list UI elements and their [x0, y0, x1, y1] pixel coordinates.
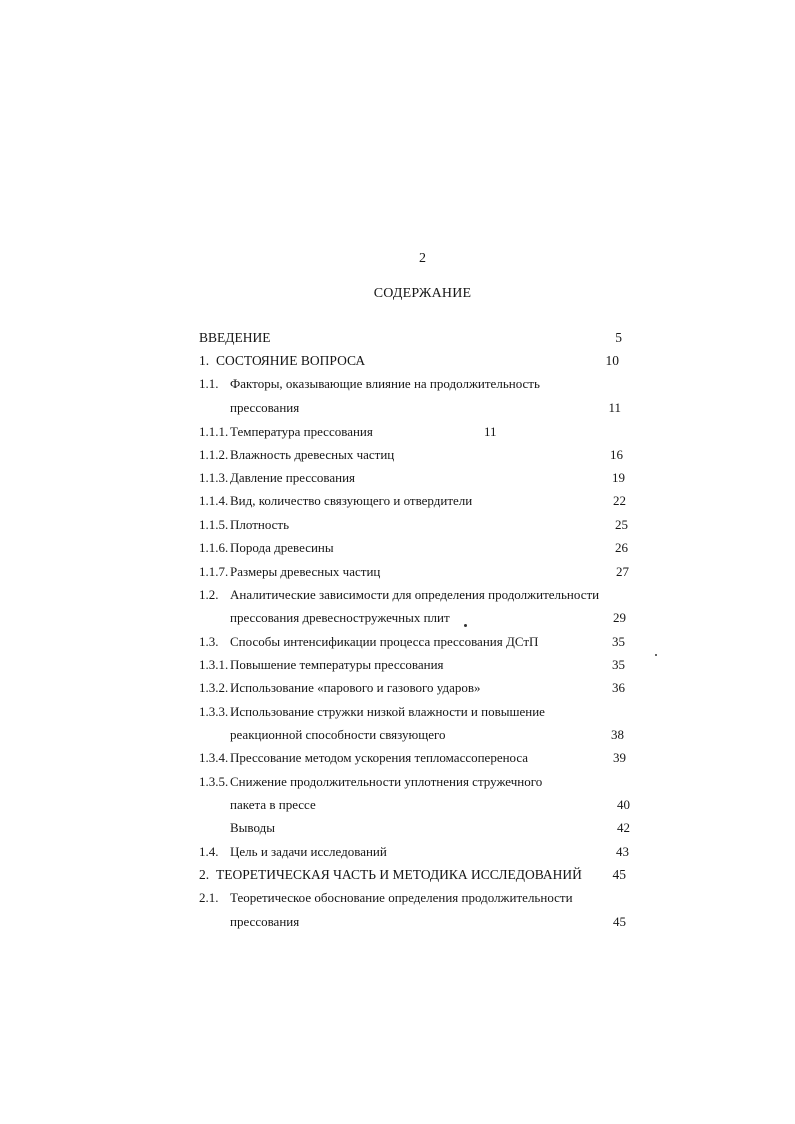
toc-entry-1-1-6 [0, 538, 795, 558]
toc-title: СОДЕРЖАНИЕ [373, 286, 472, 301]
toc-entry-page: 29 [613, 610, 626, 625]
toc-entry-1-1-1 [0, 422, 795, 442]
toc-entry-page: 43 [616, 844, 629, 859]
toc-entry-text: Снижение продолжительности уплотнения стружечного [230, 774, 543, 789]
toc-entry-text: Повышение температуры прессования [230, 657, 444, 672]
toc-entry-text: СОСТОЯНИЕ ВОПРОСА [216, 353, 366, 368]
toc-entry-number: 1.3.1. [199, 657, 229, 672]
toc-entry-page: 36 [612, 680, 625, 695]
toc-entry-1-1-cont [0, 398, 795, 418]
toc-entry-page: 40 [617, 797, 630, 812]
toc-entry-page: 35 [612, 657, 625, 672]
toc-entry-text: Размеры древесных частиц [230, 564, 381, 579]
toc-entry-page: 16 [610, 447, 623, 462]
toc-entry-page: 27 [616, 564, 629, 579]
toc-entry-number: 1.3.3. [199, 704, 229, 719]
toc-entry-text: Влажность древесных частиц [230, 447, 395, 462]
toc-entry-page: 26 [615, 540, 628, 555]
toc-entry-1-3-3 [0, 702, 795, 722]
toc-entry-text: Прессование методом ускорения тепломассопереноса [230, 750, 529, 765]
toc-entry-1-1-3 [0, 468, 795, 488]
toc-entry-text: Использование «парового и газового ударов» [230, 680, 481, 695]
toc-entry-page: 35 [612, 634, 625, 649]
toc-entry-text: прессования древесностружечных плит [230, 610, 450, 625]
toc-entry-1-3-2 [0, 678, 795, 698]
toc-entry-number: 1.1.1. [199, 424, 229, 439]
toc-entry-section-2 [0, 865, 795, 885]
toc-entry-page: 39 [613, 750, 626, 765]
toc-entry-number: 1.1. [199, 376, 219, 391]
toc-entry-1-3 [0, 632, 795, 652]
toc-entry-introduction [0, 328, 795, 348]
toc-entry-1-2 [0, 585, 795, 605]
toc-entry-section-1 [0, 351, 795, 371]
toc-entry-page: 45 [612, 867, 626, 882]
toc-entry-1-3-5 [0, 772, 795, 792]
toc-entry-text: Давление прессования [230, 470, 356, 485]
toc-entry-conclusions [0, 818, 795, 838]
toc-entry-text: Использование стружки низкой влажности и повышение [230, 704, 545, 719]
toc-entry-page: 10 [605, 353, 619, 368]
toc-entry-text: Способы интенсификации процесса прессования ДСтП [230, 634, 539, 649]
toc-entry-text: Аналитические зависимости для определения продолжительности [230, 587, 600, 602]
toc-entry-number: 1.1.7. [199, 564, 229, 579]
toc-entry-1-3-3-cont [0, 725, 795, 745]
toc-entry-text: реакционной способности связующего [230, 727, 446, 742]
toc-entry-number: 1.3. [199, 634, 219, 649]
toc-entry-page: 42 [617, 820, 630, 835]
toc-entry-page: 11 [608, 400, 621, 415]
toc-entry-text: Вид, количество связующего и отвердители [230, 493, 473, 508]
toc-entry-text: пакета в прессе [230, 797, 316, 812]
toc-entry-page: 11 [484, 424, 497, 439]
toc-entry-text: Факторы, оказывающие влияние на продолжительность [230, 376, 540, 391]
toc-entry-1-1-7 [0, 562, 795, 582]
toc-entry-number: 1.1.5. [199, 517, 229, 532]
toc-entry-number: 2. [199, 867, 210, 882]
toc-entry-1-3-4 [0, 748, 795, 768]
toc-entry-page: 19 [612, 470, 625, 485]
toc-entry-1-1-5 [0, 515, 795, 535]
scan-speck [655, 654, 657, 656]
toc-entry-number: 1.2. [199, 587, 219, 602]
toc-entry-page: 45 [613, 914, 626, 929]
toc-entry-1-1-2 [0, 445, 795, 465]
toc-entry-text: прессования [230, 914, 300, 929]
toc-entry-text: прессования [230, 400, 300, 415]
toc-entry-text: Плотность [230, 517, 290, 532]
toc-entry-text: Теоретическое обоснование определения продолжительности [230, 890, 573, 905]
toc-entry-text: Температура прессования [230, 424, 373, 439]
toc-entry-1-1-4 [0, 491, 795, 511]
toc-entry-2-1 [0, 888, 795, 908]
toc-entry-1-4 [0, 842, 795, 862]
toc-entry-text: Выводы [230, 820, 275, 835]
toc-entry-number: 1. [199, 353, 210, 368]
toc-entry-1-3-1 [0, 655, 795, 675]
toc-entry-text: Порода древесины [230, 540, 334, 555]
toc-entry-number: 1.3.4. [199, 750, 229, 765]
toc-entry-1-2-cont [0, 608, 795, 628]
toc-entry-page: 22 [613, 493, 626, 508]
toc-entry-text: ВВЕДЕНИЕ [199, 330, 271, 345]
toc-entry-text: Цель и задачи исследований [230, 844, 387, 859]
toc-entry-number: 1.1.6. [199, 540, 229, 555]
page-number: 2 [419, 251, 426, 266]
toc-entry-number: 2.1. [199, 890, 219, 905]
toc-entry-number: 1.1.3. [199, 470, 229, 485]
toc-entry-number: 1.4. [199, 844, 219, 859]
toc-entry-page: 38 [611, 727, 624, 742]
toc-entry-number: 1.3.5. [199, 774, 229, 789]
scan-speck [464, 624, 467, 627]
toc-entry-1-1 [0, 374, 795, 394]
toc-entry-page: 25 [615, 517, 628, 532]
toc-entry-text: ТЕОРЕТИЧЕСКАЯ ЧАСТЬ И МЕТОДИКА ИССЛЕДОВАНИЙ [216, 867, 582, 882]
toc-entry-number: 1.1.4. [199, 493, 229, 508]
toc-entry-number: 1.1.2. [199, 447, 229, 462]
toc-entry-1-3-5-cont [0, 795, 795, 815]
toc-entry-number: 1.3.2. [199, 680, 229, 695]
toc-entry-2-1-cont [0, 912, 795, 932]
toc-entry-page: 5 [615, 330, 622, 345]
